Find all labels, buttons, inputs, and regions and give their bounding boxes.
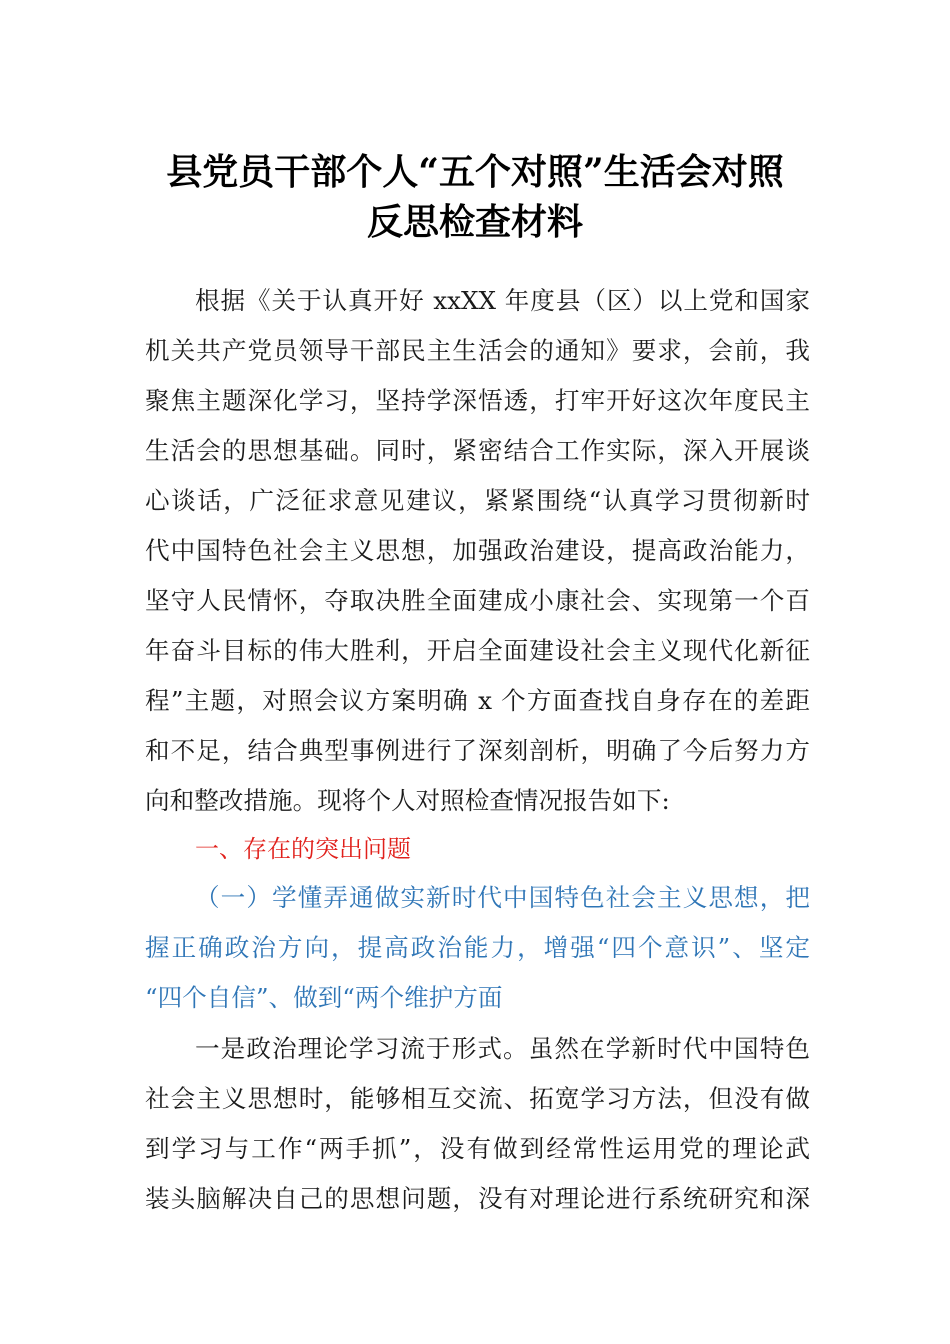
subsection-heading-line: （一）学懂弄通做实新时代中国特色社会主义思想，把	[195, 883, 810, 912]
point-line: 到学习与工作“两手抓”，没有做到经常性运用党的理论武	[145, 1134, 810, 1163]
intro-line: 心谈话，广泛征求意见建议，紧紧围绕“认真学习贯彻新时	[145, 486, 810, 515]
point-line: 一是政治理论学习流于形式。虽然在学新时代中国特色	[195, 1034, 810, 1063]
subsection-heading-line: “四个自信”、做到“两个维护方面	[145, 983, 503, 1012]
subsection-heading-line: 握正确政治方向，提高政治能力，增强“四个意识”、坚定	[145, 933, 810, 962]
intro-line: 生活会的思想基础。同时，紧密结合工作实际，深入开展谈	[145, 436, 810, 465]
intro-line: 根据《关于认真开好 xxXX 年度县（区）以上党和国家	[195, 286, 810, 315]
intro-line: 坚守人民情怀，夺取决胜全面建成小康社会、实现第一个百	[145, 586, 810, 615]
intro-line: 向和整改措施。现将个人对照检查情况报告如下:	[145, 786, 670, 815]
point-line: 装头脑解决自己的思想问题，没有对理论进行系统研究和深	[145, 1184, 810, 1213]
intro-line: 代中国特色社会主义思想，加强政治建设，提高政治能力，	[145, 536, 810, 565]
document-title-line-2: 反思检查材料	[366, 201, 583, 243]
document-title-line-1: 县党员干部个人“五个对照”生活会对照	[166, 151, 784, 193]
intro-line: 聚焦主题深化学习，坚持学深悟透，打牢开好这次年度民主	[145, 386, 810, 415]
intro-line: 年奋斗目标的伟大胜利，开启全面建设社会主义现代化新征	[145, 636, 810, 665]
section-1-heading: 一、存在的突出问题	[195, 835, 411, 863]
intro-line: 程”主题，对照会议方案明确 x 个方面查找自身存在的差距	[145, 686, 810, 715]
intro-line: 机关共产党员领导干部民主生活会的通知》要求，会前，我	[145, 336, 810, 365]
point-line: 社会主义思想时，能够相互交流、拓宽学习方法，但没有做	[145, 1084, 810, 1113]
intro-line: 和不足，结合典型事例进行了深刻剖析，明确了今后努力方	[145, 736, 810, 765]
